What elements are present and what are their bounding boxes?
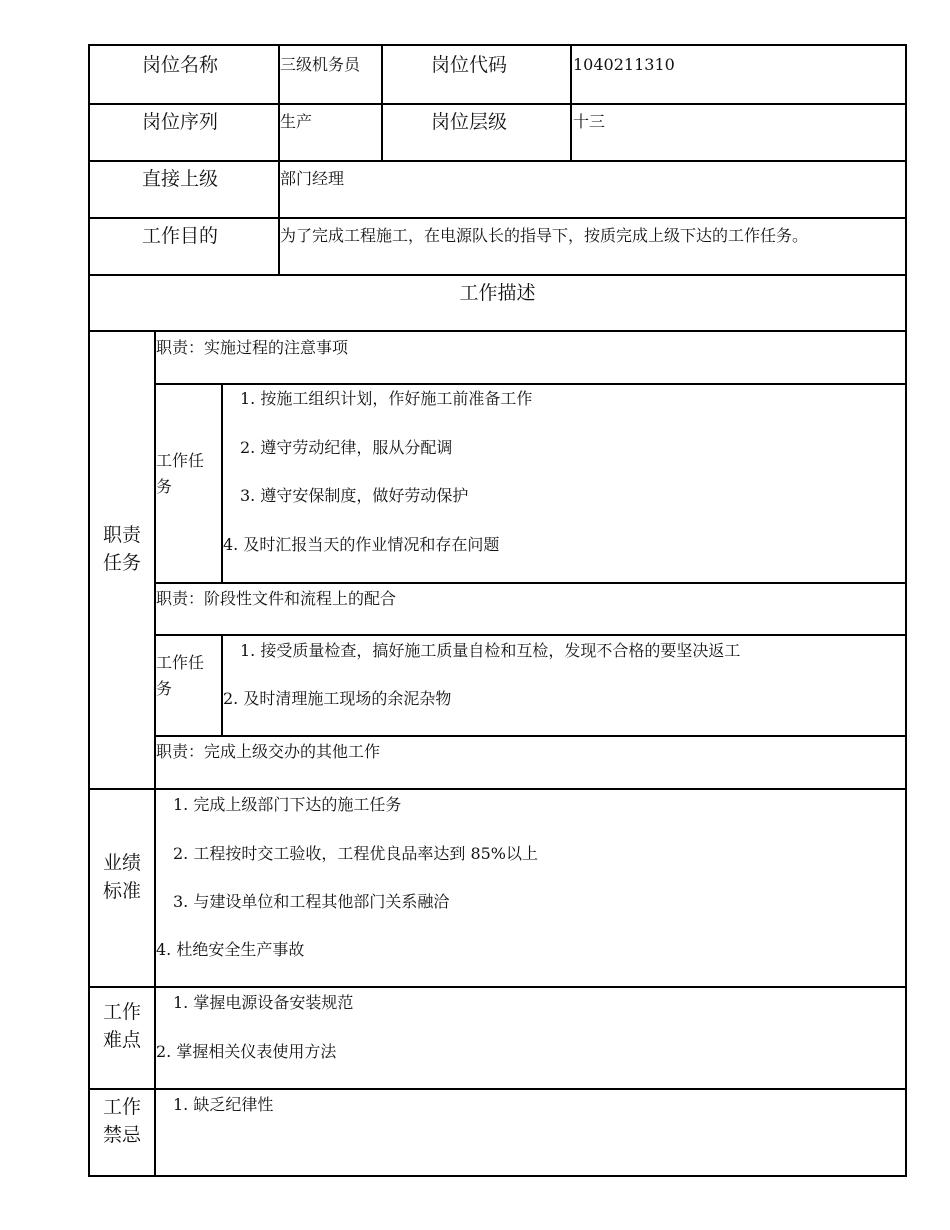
duties-label: 职责 任务: [102, 524, 141, 574]
difficulties-label: 工作 难点: [102, 1001, 141, 1051]
level-value: 十三: [573, 112, 606, 131]
task-item: 2. 及时清理施工现场的余泥杂物: [223, 689, 452, 708]
position-code-label: 岗位代码: [431, 54, 508, 76]
position-code-value: 1040211310: [573, 55, 675, 74]
task-item: 1. 按施工组织计划，作好施工前准备工作: [240, 389, 533, 408]
sequence-label: 岗位序列: [142, 111, 219, 133]
duty-title: 职责：实施过程的注意事项: [156, 338, 349, 357]
difficulty-item: 2. 掌握相关仪表使用方法: [156, 1042, 337, 1061]
taboo-item: 1. 缺乏纪律性: [173, 1095, 274, 1114]
row-divider: [88, 330, 907, 332]
row-divider: [88, 788, 907, 790]
performance-item: 2. 工程按时交工验收，工程优良品率达到 85%以上: [173, 844, 539, 863]
row-divider: [154, 383, 907, 385]
purpose-value: 为了完成工程施工，在电源队长的指导下，按质完成上级下达的工作任务。: [280, 226, 809, 245]
row-divider: [154, 582, 907, 584]
task-item: 3. 遵守安保制度，做好劳动保护: [240, 486, 469, 505]
performance-item: 4. 杜绝安全生产事故: [156, 940, 305, 959]
superior-label: 直接上级: [142, 168, 219, 190]
task-label: 工作任 务: [156, 451, 205, 496]
performance-item: 3. 与建设单位和工程其他部门关系融洽: [173, 892, 450, 911]
purpose-label: 工作目的: [142, 225, 219, 247]
performance-item: 1. 完成上级部门下达的施工任务: [173, 795, 402, 814]
task-item: 2. 遵守劳动纪律，服从分配调: [240, 438, 453, 457]
row-divider: [88, 274, 907, 276]
position-name-label: 岗位名称: [142, 54, 219, 76]
task-item: 1. 接受质量检查，搞好施工质量自检和互检，发现不合格的要坚决返工: [240, 641, 741, 660]
border-bottom: [88, 1175, 907, 1177]
row-divider: [88, 986, 907, 988]
col-divider: [381, 44, 383, 161]
duty-title: 职责：阶段性文件和流程上的配合: [156, 589, 397, 608]
level-label: 岗位层级: [431, 111, 508, 133]
border-right: [905, 44, 907, 1177]
description-header: 工作描述: [459, 282, 536, 304]
col-divider: [570, 44, 572, 161]
task-item: 4. 及时汇报当天的作业情况和存在问题: [223, 535, 500, 554]
performance-label: 业绩 标准: [102, 852, 141, 902]
col-divider: [221, 634, 223, 736]
taboos-label: 工作 禁忌: [102, 1096, 141, 1146]
difficulty-item: 1. 掌握电源设备安装规范: [173, 993, 354, 1012]
sequence-value: 生产: [280, 112, 313, 131]
row-divider: [88, 1088, 907, 1090]
task-label: 工作任 务: [156, 653, 205, 698]
row-divider: [154, 634, 907, 636]
duty-title: 职责：完成上级交办的其他工作: [156, 742, 381, 761]
position-name-value: 三级机务员: [280, 55, 361, 74]
row-divider: [154, 735, 907, 737]
superior-value: 部门经理: [280, 169, 345, 188]
border-top: [88, 44, 907, 46]
row-divider: [88, 160, 907, 162]
row-divider: [88, 103, 907, 105]
row-divider: [88, 217, 907, 219]
